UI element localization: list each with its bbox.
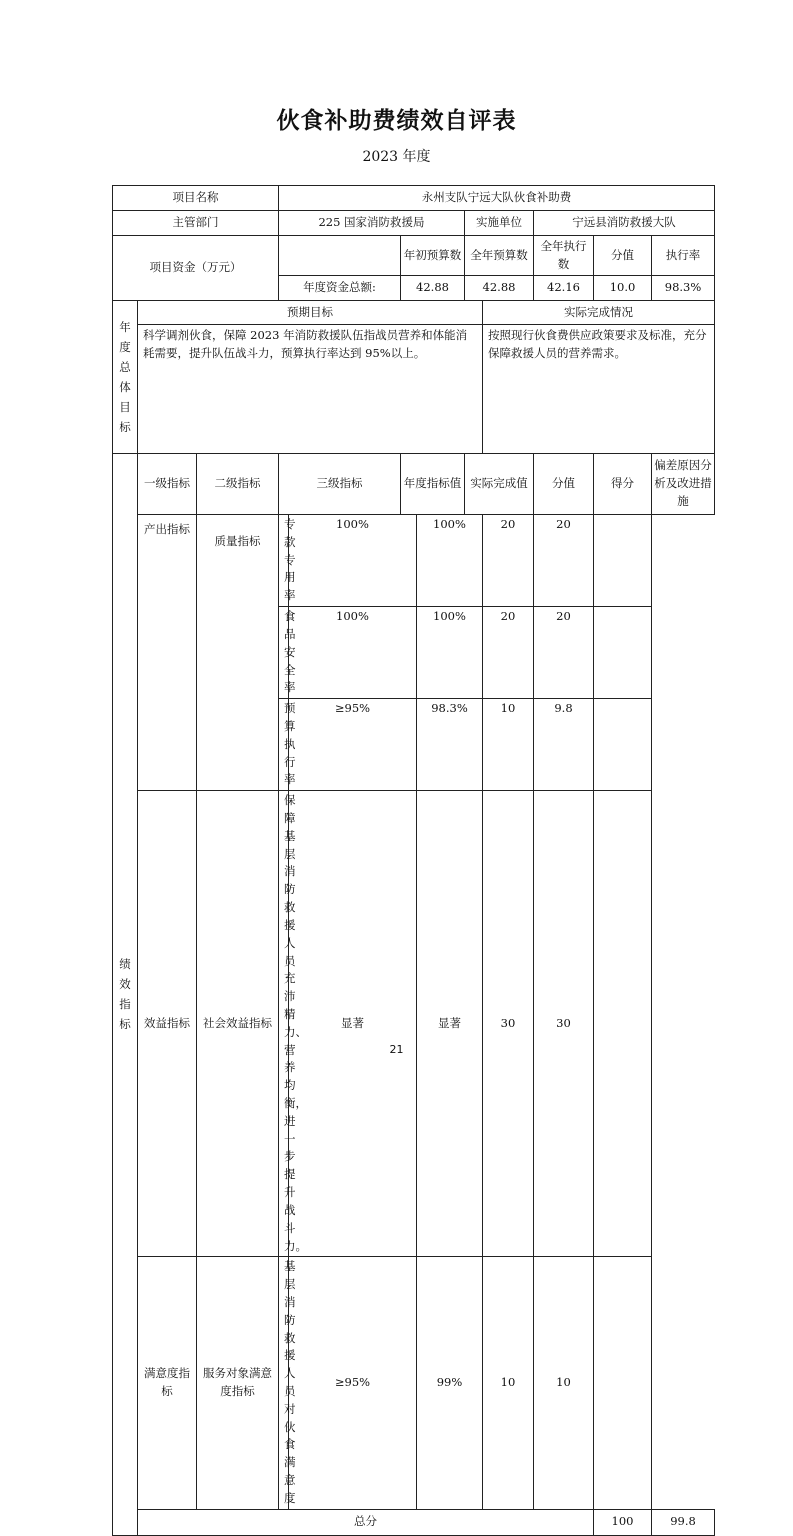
indicator-header-row bbox=[113, 454, 715, 515]
total-score-value: 100 bbox=[594, 1509, 652, 1535]
deviation-cell bbox=[594, 607, 652, 699]
social-benefit-indicator-label: 社会效益指标 bbox=[197, 791, 279, 1257]
benefit-level3-indicator: 保障基层消防救援人员充沛精力、营养均衡，进一步提升战斗力。 bbox=[279, 791, 289, 1257]
department-row bbox=[113, 211, 715, 236]
score: 20 bbox=[534, 515, 594, 607]
actual-value: 98.3% bbox=[417, 699, 483, 791]
deviation-cell bbox=[594, 515, 652, 607]
project-name-row bbox=[113, 186, 715, 211]
score-value: 20 bbox=[483, 515, 534, 607]
implementing-unit-value: 宁远县消防救援大队 bbox=[534, 211, 715, 236]
total-score-row bbox=[113, 1509, 715, 1535]
actual-value: 100% bbox=[417, 607, 483, 699]
deviation-cell bbox=[594, 699, 652, 791]
satisfaction-indicator-label: 满意度指标 bbox=[138, 1257, 197, 1509]
expected-goal-text: 科学调剂伙食，保障 2023 年消防救援队伍指战员营养和体能消耗需要，提升队伍战斗力，预算执行率达到 95%以上。 bbox=[138, 325, 483, 454]
benefit-indicator-row bbox=[113, 791, 715, 1257]
satisfaction-target-value: ≥95% bbox=[289, 1257, 417, 1509]
level3-header: 三级指标 bbox=[279, 454, 401, 515]
indicator-score-value-header: 分值 bbox=[534, 454, 594, 515]
annual-goal-side-label: 年度总体目标 bbox=[113, 301, 138, 454]
target-value: 100% bbox=[289, 515, 417, 607]
level3-indicator-name: 食品安全率 bbox=[279, 607, 289, 699]
indicator-score-header: 得分 bbox=[594, 454, 652, 515]
table-row bbox=[113, 515, 715, 607]
satisfaction-level3-indicator: 基层消防救援人员对伙食满意度 bbox=[279, 1257, 289, 1509]
project-name-label: 项目名称 bbox=[113, 186, 279, 211]
funds-score-value: 10.0 bbox=[594, 276, 652, 301]
funds-score-value-header: 分值 bbox=[594, 236, 652, 276]
actual-completion-header: 实际完成情况 bbox=[483, 301, 715, 325]
self-evaluation-table bbox=[112, 185, 715, 1536]
department-value: 225 国家消防救援局 bbox=[279, 211, 465, 236]
page-number: 21 bbox=[389, 1043, 404, 1056]
executed-header: 全年执行数 bbox=[534, 236, 594, 276]
annual-target-header: 年度指标值 bbox=[401, 454, 465, 515]
benefit-target-value: 显著 bbox=[289, 791, 417, 1257]
level3-indicator-name: 专款专用率 bbox=[279, 515, 289, 607]
deviation-cell bbox=[594, 791, 652, 1257]
goals-header-row bbox=[113, 301, 715, 325]
actual-value-header: 实际完成值 bbox=[465, 454, 534, 515]
service-satisfaction-indicator-label: 服务对象满意度指标 bbox=[197, 1257, 279, 1509]
initial-budget-header: 年初预算数 bbox=[401, 236, 465, 276]
execution-rate-value: 98.3% bbox=[652, 276, 715, 301]
satisfaction-score-value: 10 bbox=[483, 1257, 534, 1509]
department-label: 主管部门 bbox=[113, 211, 279, 236]
benefit-score-value: 30 bbox=[483, 791, 534, 1257]
total-funds-label: 年度资金总额: bbox=[279, 276, 401, 301]
benefit-indicator-label: 效益指标 bbox=[138, 791, 197, 1257]
deviation-cell bbox=[594, 1257, 652, 1509]
level3-indicator-name: 预算执行率 bbox=[279, 699, 289, 791]
target-value: 100% bbox=[289, 607, 417, 699]
funds-blank-cell bbox=[279, 236, 401, 276]
benefit-score: 30 bbox=[534, 791, 594, 1257]
satisfaction-actual-value: 99% bbox=[417, 1257, 483, 1509]
funds-header-row bbox=[113, 236, 715, 276]
actual-value: 100% bbox=[417, 515, 483, 607]
score-value: 10 bbox=[483, 699, 534, 791]
initial-budget-value: 42.88 bbox=[401, 276, 465, 301]
target-value: ≥95% bbox=[289, 699, 417, 791]
implementing-unit-label: 实施单位 bbox=[465, 211, 534, 236]
score: 20 bbox=[534, 607, 594, 699]
quality-indicator-label: 质量指标 bbox=[197, 515, 279, 791]
total-score: 99.8 bbox=[652, 1509, 715, 1535]
satisfaction-score: 10 bbox=[534, 1257, 594, 1509]
execution-rate-header: 执行率 bbox=[652, 236, 715, 276]
level1-header: 一级指标 bbox=[138, 454, 197, 515]
goals-content-row bbox=[113, 325, 715, 454]
satisfaction-indicator-row bbox=[113, 1257, 715, 1509]
full-year-budget-header: 全年预算数 bbox=[465, 236, 534, 276]
performance-indicator-side-label: 绩效指标 bbox=[113, 454, 138, 1536]
expected-goal-header: 预期目标 bbox=[138, 301, 483, 325]
score: 9.8 bbox=[534, 699, 594, 791]
actual-completion-text: 按照现行伙食费供应政策要求及标准，充分保障救援人员的营养需求。 bbox=[483, 325, 715, 454]
page-title: 伙食补助费绩效自评表 bbox=[276, 107, 517, 134]
deviation-analysis-header: 偏差原因分析及改进措 施 bbox=[652, 454, 715, 515]
full-year-budget-value: 42.88 bbox=[465, 276, 534, 301]
total-score-label: 总分 bbox=[138, 1509, 594, 1535]
project-name-value: 永州支队宁远大队伙食补助费 bbox=[279, 186, 715, 211]
level2-header: 二级指标 bbox=[197, 454, 279, 515]
output-indicator-label: 产出指标 bbox=[138, 515, 197, 791]
benefit-actual-value: 显著 bbox=[417, 791, 483, 1257]
funds-label: 项目资金（万元） bbox=[113, 236, 279, 301]
score-value: 20 bbox=[483, 607, 534, 699]
executed-value: 42.16 bbox=[534, 276, 594, 301]
year-subtitle: 2023 年度 bbox=[362, 149, 431, 165]
